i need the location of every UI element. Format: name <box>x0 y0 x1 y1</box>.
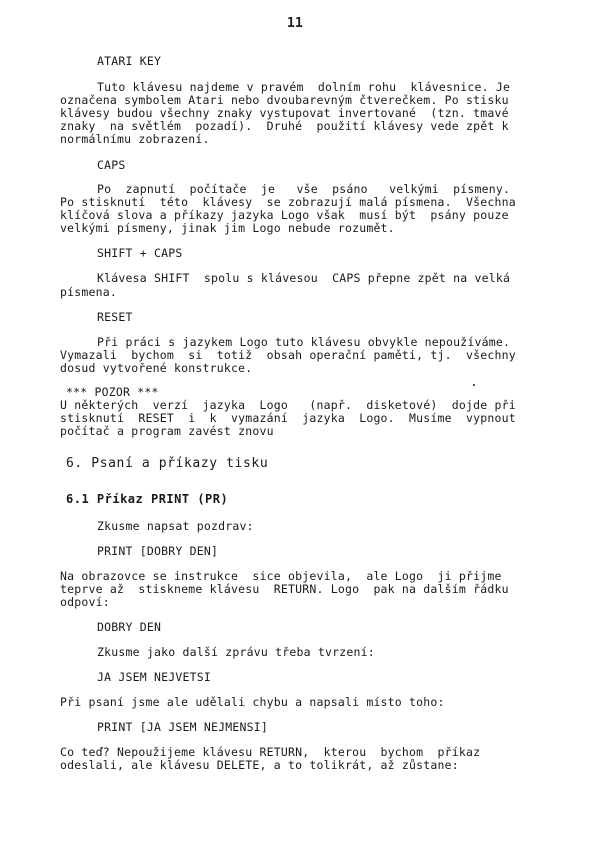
chapter-heading: 6. Psaní a příkazy tisku <box>66 456 269 471</box>
body-line: teprve až stiskneme klávesu RETURN. Logo pak na dalším řádku <box>60 582 509 596</box>
body-line: Vymazali bychom si totiž obsah operační paměti, tj. všechny <box>60 348 516 362</box>
section-title-caps: CAPS <box>97 158 126 172</box>
body-line: Zkusme napsat pozdrav: <box>97 519 254 533</box>
body-line: Co teď? Nepoužijeme klávesu RETURN, kterou bychom příkaz <box>60 745 481 759</box>
body-line: dosud vytvořené konstrukce. <box>60 361 253 375</box>
code-line: PRINT [JA JSEM NEJMENSI] <box>97 720 268 734</box>
body-line: odeslali, ale klávesu DELETE, a to tolikrát, až zůstane: <box>60 758 459 772</box>
body-line: klávesy budou všechny znaky vystupovat invertované (tzn. tmavé <box>60 106 509 120</box>
subchapter-heading: 6.1 Příkaz PRINT (PR) <box>66 492 229 506</box>
body-line: Při psaní jsme ale udělali chybu a napsali místo toho: <box>60 695 445 709</box>
warning-line: stisknutí RESET i k vymazání jazyka Logo. Musíme vypnout <box>60 411 516 425</box>
body-line: Tuto klávesu najdeme v pravém dolním rohu klávesnice. Je <box>97 80 511 94</box>
code-line: JA JSEM NEJVETSI <box>97 670 211 684</box>
body-line: písmena. <box>60 285 117 299</box>
body-line: odpoví: <box>60 595 110 609</box>
section-title-reset: RESET <box>97 310 133 324</box>
body-line: Zkusme jako další zprávu třeba tvrzení: <box>97 645 375 659</box>
warning-title: *** POZOR *** <box>66 385 159 399</box>
section-title-atari-key: ATARI KEY <box>97 54 162 68</box>
body-line: Na obrazovce se instrukce sice objevila, ale Logo ji přijme <box>60 569 502 583</box>
body-line: Po zapnutí počítače je vše psáno velkými písmeny. <box>97 182 511 196</box>
code-line: PRINT [DOBRY DEN] <box>97 544 219 558</box>
body-line: klíčová slova a příkazy jazyka Logo však musí být psány pouze <box>60 208 509 222</box>
warning-line: počítač a program zavést znovu <box>60 424 274 438</box>
body-line: normálnímu zobrazení. <box>60 132 210 146</box>
body-line: velkými písmeny, jinak jim Logo nebude rozumět. <box>60 221 395 235</box>
section-title-shift-caps: SHIFT + CAPS <box>97 246 183 260</box>
code-line: DOBRY DEN <box>97 620 162 634</box>
body-line: Po stisknutí této klávesy se zobrazují malá písmena. Všechna <box>60 195 516 209</box>
body-line: označena symbolem Atari nebo dvoubarevným čtverečkem. Po stisku <box>60 93 509 107</box>
stray-ink-dot <box>473 384 475 386</box>
warning-line: U některých verzí jazyka Logo (např. disketové) dojde při <box>60 398 516 412</box>
body-line: znaky na světlém pozadí). Druhé použití klávesy vede zpět k <box>60 119 509 133</box>
body-line: Klávesa SHIFT spolu s klávesou CAPS přepne zpět na velká <box>97 271 511 285</box>
body-line: Při práci s jazykem Logo tuto klávesu obvykle nepoužíváme. <box>97 335 511 349</box>
page-number: 11 <box>287 16 304 31</box>
